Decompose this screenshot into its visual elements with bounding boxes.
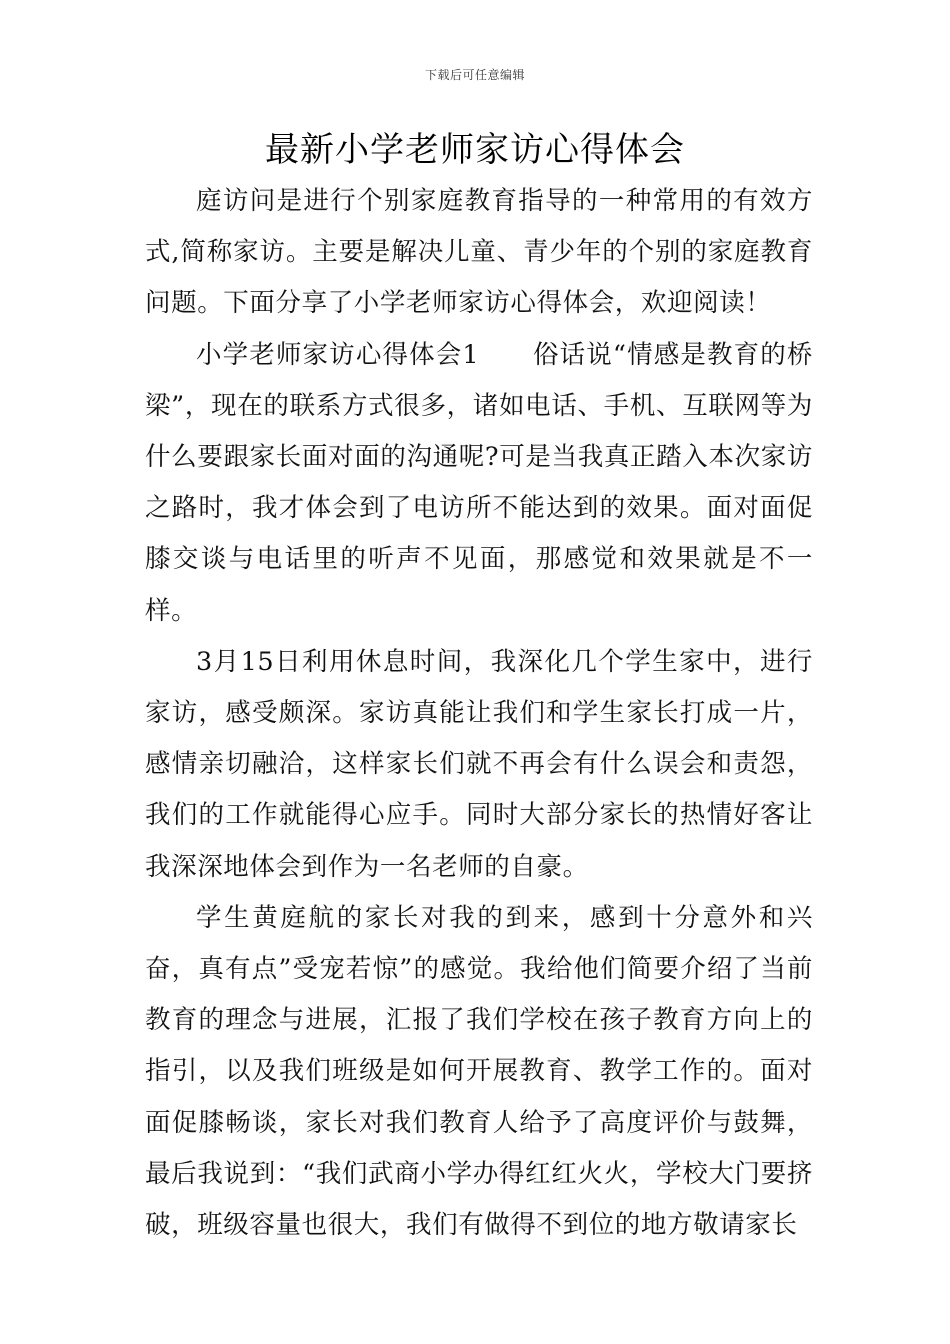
document-title: 最新小学老师家访心得体会: [265, 130, 685, 170]
document-body: [145, 176, 813, 1251]
paragraph-2: 3月15日利用休息时间，我深化几个学生家中，进行家访，感受颇深。家访真能让我们和学生家长打成一片，感情亲切融洽，这样家长们就不再会有什么误会和责怨，我们的工作就能得心应手。同时大部分家长的热情好客让我深深地体会到作为一名老师的自豪。: [145, 646, 813, 882]
paragraph-3: 学生黄庭航的家长对我的到来，感到十分意外和兴奋，真有点”受宠若惊”的感觉。我给他们简要介绍了当前教育的理念与进展，汇报了我们学校在孩子教育方向上的指引，以及我们班级是如何开展教育、教学工作的。面对面促膝畅谈，家长对我们教育人给予了高度评价与鼓舞，最后我说到：“我们武商小学办得红红火火，学校大门要挤破，班级容量也很大，我们有做得不到位的地方敬请家长: [145, 902, 813, 1241]
header-note: 下载后可任意编辑: [424, 68, 525, 82]
paragraph-1: 小学老师家访心得体会1 俗话说“情感是教育的桥梁”，现在的联系方式很多，诸如电话、手机、互联网等为什么要跟家长面对面的沟通呢?可是当我真正踏入本次家访之路时，我才体会到了电访所不能达到的效果。面对面促膝交谈与电话里的听声不见面，那感觉和效果就是不一样。: [145, 339, 813, 626]
paragraph-intro: 庭访问是进行个别家庭教育指导的一种常用的有效方式,简称家访。主要是解决儿童、青少年的个别的家庭教育问题。下面分享了小学老师家访心得体会，欢迎阅读！: [145, 186, 813, 319]
